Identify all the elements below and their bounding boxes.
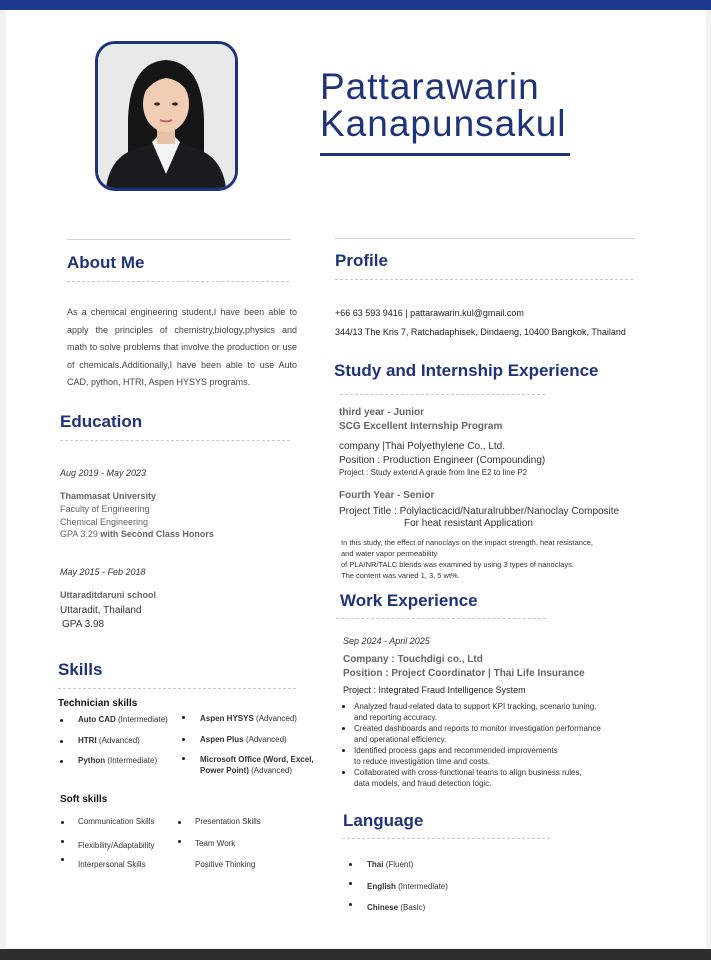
thesis-description: In this study, the effect of nanoclays on the impact strength, heat resistance, and water vapor permeability of PLA/NR/TALC blends was examined by using 3 types of nanoclays. The content was varied 1, 3, 5 wt%. xyxy=(341,538,593,580)
skills-title: Skills xyxy=(58,660,103,679)
divider xyxy=(67,239,291,240)
contact-info: +66 63 593 9416 | pattarawarin.kul@gmail.com xyxy=(335,308,524,318)
bottom-accent-bar xyxy=(0,949,711,960)
technician-skills-title: Technician skills xyxy=(58,698,138,709)
study-year-junior: third year - Junior xyxy=(339,407,425,418)
edu-location: Uttaradit, Thailand xyxy=(60,605,142,616)
edu-gpa-1 xyxy=(60,529,214,539)
skill-aspen-plus: Aspen Plus (Advanced) xyxy=(200,735,287,744)
list-item: Created dashboards and reports to monitor investigation performance and operational efficiency. xyxy=(340,723,630,745)
language-chinese: Chinese (Basic) xyxy=(367,903,426,912)
edu-school-2: Uttaraditdaruni school xyxy=(60,590,157,600)
bullet-icon xyxy=(60,740,63,743)
bullet-icon xyxy=(182,757,185,760)
work-dates: Sep 2024 - April 2025 xyxy=(343,636,430,646)
address: 344/13 The Kris 7, Ratchadaphisek, Dindaeng, 10400 Bangkok, Thailand xyxy=(335,327,626,337)
study-title: Study and Internship Experience xyxy=(334,361,599,380)
bullet-icon xyxy=(349,903,352,906)
edu-dates-2: May 2015 - Feb 2018 xyxy=(60,567,146,577)
profile-title: Profile xyxy=(335,251,388,270)
divider xyxy=(58,688,296,689)
gpa-value: GPA 3.29 xyxy=(60,529,98,539)
profile-photo xyxy=(95,41,238,191)
work-title: Work Experience xyxy=(340,591,478,610)
bullet-icon xyxy=(61,858,64,861)
list-item: Analyzed fraud-related data to support KPI tracking, scenario tuning, and reporting accuracy. xyxy=(340,701,630,723)
bullet-icon xyxy=(182,716,185,719)
bullet-icon xyxy=(182,738,185,741)
internship-program: SCG Excellent Internship Program xyxy=(339,421,503,432)
work-project: Project : Integrated Fraud Intelligence System xyxy=(343,685,526,695)
bullet-icon xyxy=(349,882,352,885)
soft-skill-teamwork: Team Work xyxy=(195,839,236,848)
language-english: English (Intermediate) xyxy=(367,882,448,891)
thesis-title-line2: For heat resistant Application xyxy=(404,518,533,529)
skill-python: Python (Intermediate) xyxy=(78,756,158,765)
soft-skills-title: Soft skills xyxy=(60,794,108,805)
skill-autocad: Auto CAD (Intermediate) xyxy=(78,715,168,724)
list-item: Identified process gaps and recommended improvements to reduce investigation time and costs. xyxy=(340,745,630,767)
divider xyxy=(60,440,290,441)
bullet-icon xyxy=(349,863,352,866)
soft-skill-interpersonal: Interpersonal Skills xyxy=(78,860,146,869)
thesis-title-line1: Project Title : Polylacticacid/Naturalrubber/Nanoclay Composite xyxy=(339,506,620,517)
divider xyxy=(335,238,635,239)
bullet-icon xyxy=(178,821,181,824)
divider xyxy=(342,838,550,839)
person-portrait-icon xyxy=(98,44,235,188)
bullet-icon xyxy=(61,840,64,843)
language-thai: Thai (Fluent) xyxy=(367,860,414,869)
skill-ms-office: Microsoft Office (Word, Excel, Power Point) (Advanced) xyxy=(200,755,314,775)
skill-aspen-hysys: Aspen HYSYS (Advanced) xyxy=(200,714,297,723)
soft-skill-communication: Communication Skills xyxy=(78,817,155,826)
internship-project: Project : Study extend A grade from line E2 to line P2 xyxy=(339,468,528,477)
skill-htri: HTRI (Advanced) xyxy=(78,736,140,745)
divider xyxy=(67,281,289,282)
edu-gpa-2: GPA 3.98 xyxy=(62,619,105,630)
edu-faculty: Faculty of Engineering xyxy=(60,504,150,514)
honors: with Second Class Honors xyxy=(100,529,214,539)
list-item: Collaborated with cross-functional teams to align business rules, data models, and fraud detection logic. xyxy=(340,767,630,789)
language-title: Language xyxy=(343,811,424,830)
education-title: Education xyxy=(60,412,143,431)
study-year-senior: Fourth Year - Senior xyxy=(339,490,435,501)
divider xyxy=(336,618,546,619)
about-text: As a chemical engineering student,I have been able to apply the principles of chemistry,biology,physics and math to solve problems that involve the production or use of chemicals.Additionally,I have been able to use Auto CAD, python, HTRI, Aspen HYSYS programs. xyxy=(67,307,297,387)
edu-dates-1: Aug 2019 - May 2023 xyxy=(60,468,147,478)
work-company: Company : Touchdigi co., Ltd xyxy=(343,654,483,665)
edu-major: Chemical Engineering xyxy=(60,517,149,527)
soft-skill-positive-thinking: Positive Thinking xyxy=(195,860,256,869)
work-responsibilities xyxy=(340,701,630,789)
internship-position: Position : Production Engineer (Compounding) xyxy=(339,455,546,466)
work-position: Position : Project Coordinator | Thai Life Insurance xyxy=(343,668,585,679)
bullet-icon xyxy=(60,760,63,763)
edu-school-1: Thammasat University xyxy=(60,491,157,501)
name-underline xyxy=(320,153,570,156)
soft-skill-flexibility: Flexibility/Adaptability xyxy=(78,841,155,850)
divider xyxy=(340,394,545,395)
soft-skill-presentation: Presentation Skills xyxy=(195,817,261,826)
divider xyxy=(335,279,633,280)
bullet-icon xyxy=(61,821,64,824)
last-name: Kanapunsakul xyxy=(320,103,567,144)
first-name: Pattarawarin xyxy=(320,66,540,107)
candidate-name xyxy=(320,68,567,142)
bullet-icon xyxy=(60,719,63,722)
internship-company: company |Thai Polyethylene Co., Ltd. xyxy=(339,441,506,452)
top-accent-bar xyxy=(0,0,711,10)
bullet-icon xyxy=(178,840,181,843)
about-title: About Me xyxy=(67,253,145,272)
